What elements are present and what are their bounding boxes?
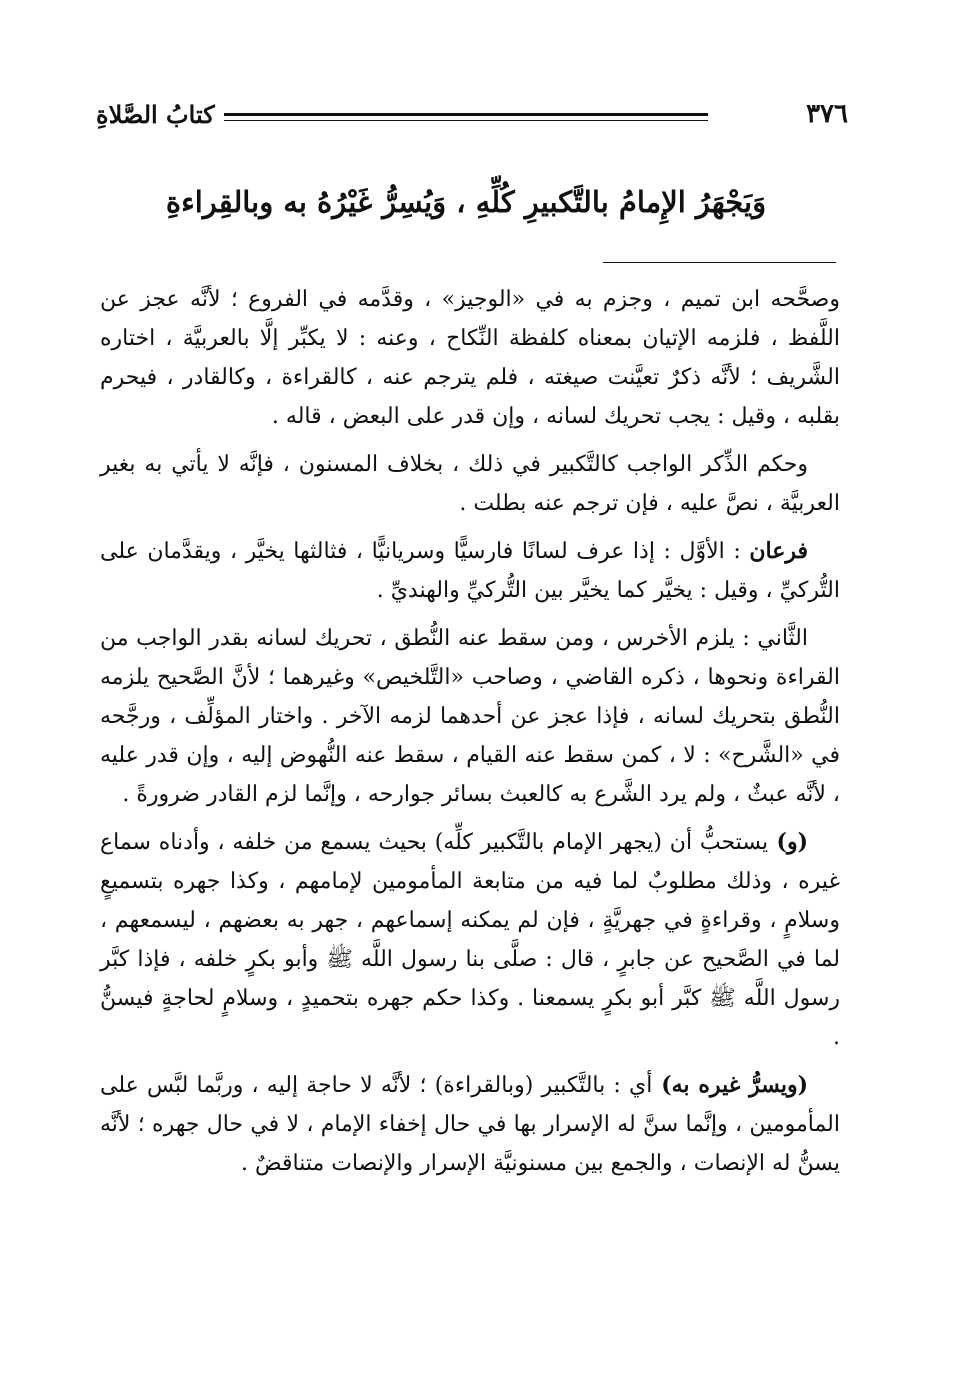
paragraph (100, 1066, 840, 1183)
paragraph-lead: (و) (768, 829, 808, 855)
paragraph-lead: (ويسرُّ غيره به) (652, 1072, 808, 1098)
paragraph-text: وحكم الذِّكر الواجب كالتَّكبير في ذلك ، بخلاف المسنون ، فإنَّه لا يأتي به بغير العربيَّة ، نصَّ عليه ، فإن ترجم عنه بطلت . (100, 452, 840, 516)
chapter-title: كتابُ الصَّلاةِ (96, 100, 215, 129)
paragraph-text: وصحَّحه ابن تميم ، وجزم به في «الوجيز» ، وقدَّمه في الفروع ؛ لأنَّه عجز عن اللَّفظ ، فلزمه الإتيان بمعناه كلفظة النِّكاح ، وعنه : لا يكبِّر إلَّا بالعربيَّة ، اختاره الشَّريف ؛ لأنَّه ذكرٌ تعيَّنت صيغته ، فلم يترجم عنه ، كالقراءة ، وكالقادر ، فيحرم بقلبه ، وقيل : يجب تحريك لسانه ، وإن قدر على البعض ، قاله . (100, 287, 840, 429)
paragraph (100, 619, 840, 814)
separator-rule (603, 262, 836, 263)
header-rule (224, 113, 708, 121)
paragraph (100, 445, 840, 523)
paragraph-lead: فرعان (749, 538, 808, 564)
running-header (96, 95, 848, 135)
commentary-body (100, 280, 840, 1192)
paragraph (100, 823, 840, 1057)
matn-heading: وَيَجْهَرُ الإِمامُ بالتَّكبيرِ كُلِّهِ ، وَيُسِرُّ غَيْرُهُ به وبالقِراءةِ (165, 185, 767, 219)
paragraph (100, 280, 840, 436)
page-number: ٣٧٦ (806, 99, 848, 129)
paragraph-text: : الأوَّل : إذا عرف لسانًا فارسيًّا وسريانيًّا ، فثالثها يخيَّر ، ويقدَّمان على التُّركيِّ ، وقيل : يخيَّر كما يخيَّر بين التُّركيِّ والهنديِّ . (100, 539, 840, 603)
paragraph-text: الثَّاني : يلزم الأخرس ، ومن سقط عنه النُّطق ، تحريك لسانه بقدر الواجب من القراءة ونحوها ، ذكره القاضي ، وصاحب «التَّلخيص» وغيرهما ؛ لأنَّ الصَّحيح يلزمه النُّطق بتحريك لسانه ، فإذا عجز عن أحدهما لزمه الآخر . واختار المؤلِّف ، ورجَّحه في «الشَّرح» : لا ، كمن سقط عنه القيام ، سقط عنه النُّهوض إليه ، وإن قدر عليه ، لأنَّه عبثٌ ، ولم يرد الشَّرع به كالعبث بسائر جوارحه ، وإنَّما لزم القادر ضرورةً . (100, 626, 840, 807)
paragraph-text: يستحبُّ أن (يجهر الإمام بالتَّكبير كلِّه) بحيث يسمع من خلفه ، وأدناه سماع غيره ، وذلك مطلوبٌ لما فيه من متابعة المأمومين لإمامهم ، وكذا جهره بتسميعٍ وسلامٍ ، وقراءةٍ في جهريَّةٍ ، فإن لم يمكنه إسماعهم ، جهر به بعضهم ، ليسمعهم ، لما في الصَّحيح عن جابرٍ ، قال : صلَّى بنا رسول اللَّه ﷺ وأبو بكرٍ خلفه ، فإذا كبَّر رسول اللَّه ﷺ كبَّر أبو بكرٍ يسمعنا . وكذا حكم جهره بتحميدٍ ، وسلامٍ لحاجةٍ فيسنُّ . (100, 830, 840, 1050)
paragraph (100, 532, 840, 610)
paragraph-text: أي : بالتَّكبير (وبالقراءة) ؛ لأنَّه لا حاجة إليه ، وربَّما لبَّس على المأمومين ، وإنَّما سنَّ له الإسرار بها في حال إخفاء الإمام ، لا في حال جهره ؛ لأنَّه يسنُّ له الإنصات ، والجمع بين مسنونيَّة الإسرار والإنصات متناقضٌ . (100, 1073, 840, 1176)
